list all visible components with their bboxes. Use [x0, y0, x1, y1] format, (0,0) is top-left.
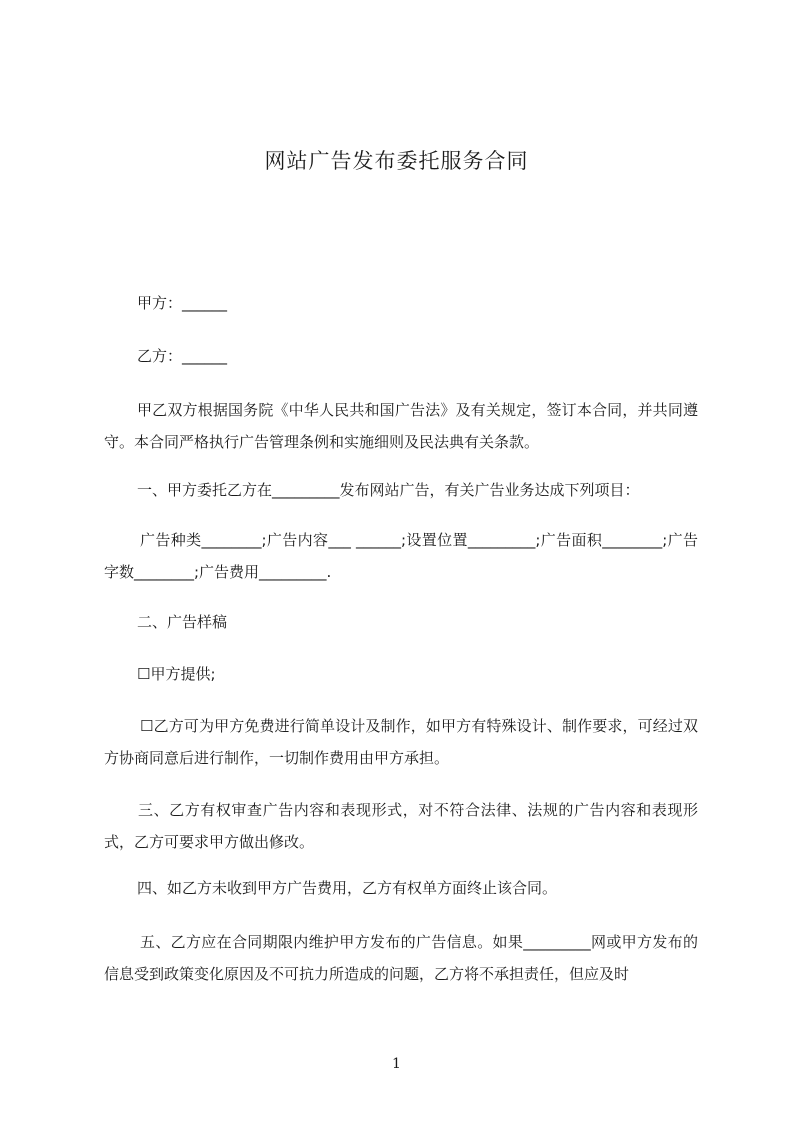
party-a-line: 甲方：______	[137, 294, 228, 312]
clause-3-paragraph: 三、乙方有权审查广告内容和表现形式，对不符合法律、法规的广告内容和表现形式，乙方可要求甲方做出修改。	[104, 801, 698, 851]
document-title: 网站广告发布委托服务合同	[264, 149, 529, 173]
page-number: 1	[392, 1056, 401, 1072]
clause-1-items: 广告种类________;广告内容___ ______;设置位置_________;广告面积________;广告字数________;广告费用_________.	[104, 531, 698, 581]
clause-5-paragraph: 五、乙方应在合同期限内维护甲方发布的广告信息。如果_________网或甲方发布的信息受到政策变化原因及不可抗力所造成的问题，乙方将不承担责任，但应及时	[104, 933, 698, 983]
party-b-line: 乙方：______	[137, 347, 228, 365]
clause-1-title: 一、甲方委托乙方在_________发布网站广告，有关广告业务达成下列项目：	[137, 481, 640, 499]
intro-paragraph: 甲乙双方根据国务院《中华人民共和国广告法》及有关规定，签订本合同，并共同遵守。本合同严格执行广告管理条例和实施细则及民法典有关条款。	[104, 401, 698, 451]
clause-4-paragraph: 四、如乙方未收到甲方广告费用，乙方有权单方面终止该合同。	[137, 879, 558, 897]
clause-2-title: 二、广告样稿	[137, 613, 228, 631]
sample-option-party-a: ☐甲方提供;	[137, 665, 216, 683]
sample-option-party-b: ☐乙方可为甲方免费进行简单设计及制作，如甲方有特殊设计、制作要求，可经过双方协商同意后进行制作，一切制作费用由甲方承担。	[104, 717, 698, 767]
